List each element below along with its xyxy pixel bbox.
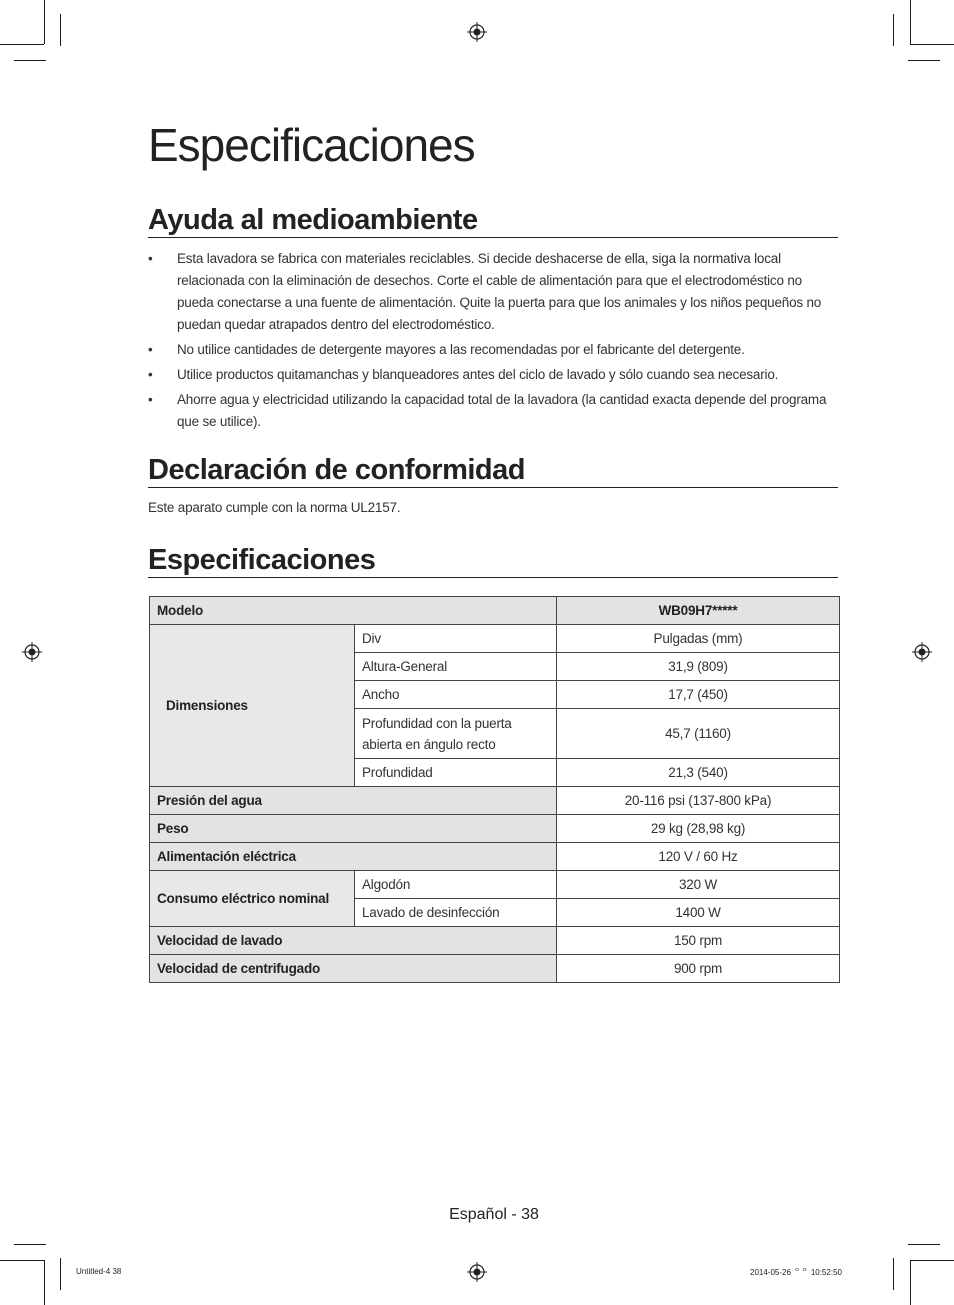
crop-mark	[14, 1244, 46, 1245]
specifications-table	[149, 596, 840, 983]
bullet-icon: •	[148, 251, 153, 266]
list-item: • Utilice productos quitamanchas y blanqueadores antes del ciclo de lavado y sólo cuando sea necesario.	[148, 364, 838, 386]
section-title: Especificaciones	[148, 543, 838, 578]
bullet-icon: •	[148, 367, 153, 382]
registration-mark-icon	[467, 22, 487, 42]
list-item: • Esta lavadora se fabrica con materiales reciclables. Si decide deshacerse de ella, siga la normativa local relacionada con la eliminación de desechos. Corte el cable de alimentación para que el electrodoméstico no pueda conectarse a una fuente de alimentación. Quite la puerta para que los animales y los niños pequeños no puedan quedar atrapados dentro del electrodoméstico.	[148, 248, 838, 336]
print-timestamp: 2014-05-26 ᄋᄋ 10:52:50	[750, 1268, 842, 1277]
table-row	[150, 597, 840, 625]
page-number: Español - 38	[449, 1206, 539, 1223]
weight-label: Peso	[150, 815, 557, 843]
spin-speed-label: Velocidad de centrifugado	[150, 955, 557, 983]
power-consumption-value: 320 W	[557, 871, 840, 899]
power-consumption-mode: Algodón	[355, 871, 557, 899]
dimension-label: Profundidad con la puerta abierta en ángulo recto	[355, 709, 557, 759]
table-row	[150, 625, 840, 653]
wash-speed-value: 150 rpm	[557, 927, 840, 955]
crop-mark	[0, 44, 44, 45]
crop-mark	[60, 1258, 61, 1290]
list-item: • Ahorre agua y electricidad utilizando la capacidad total de la lavadora (la cantidad exacta depende del programa que se utilice).	[148, 389, 838, 433]
table-row	[150, 927, 840, 955]
water-pressure-value: 20-116 psi (137-800 kPa)	[557, 787, 840, 815]
power-consumption-label: Consumo eléctrico nominal	[150, 871, 355, 927]
crop-mark	[910, 44, 954, 45]
crop-mark	[908, 60, 940, 61]
conformity-text: Este aparato cumple con la norma UL2157.	[148, 500, 401, 515]
dimension-label: Ancho	[355, 681, 557, 709]
dimension-value: 21,3 (540)	[557, 759, 840, 787]
crop-mark	[910, 1260, 911, 1305]
power-consumption-mode: Lavado de desinfección	[355, 899, 557, 927]
dimension-label: Profundidad	[355, 759, 557, 787]
crop-mark	[44, 0, 45, 44]
model-value: WB09H7*****	[557, 597, 840, 625]
section-title: Ayuda al medioambiente	[148, 203, 838, 238]
crop-mark	[14, 60, 46, 61]
spin-speed-value: 900 rpm	[557, 955, 840, 983]
crop-mark	[0, 1260, 44, 1261]
table-row	[150, 871, 840, 899]
weight-value: 29 kg (28,98 kg)	[557, 815, 840, 843]
dimensions-label: Dimensiones	[150, 625, 355, 787]
dimension-label: Altura-General	[355, 653, 557, 681]
power-consumption-value: 1400 W	[557, 899, 840, 927]
file-info: Untitled-4 38	[76, 1267, 122, 1276]
dimension-value: 17,7 (450)	[557, 681, 840, 709]
crop-mark	[910, 0, 911, 44]
crop-mark	[908, 1244, 940, 1245]
section-conformity	[148, 453, 838, 515]
table-row	[150, 955, 840, 983]
crop-mark	[910, 1260, 954, 1261]
table-row	[150, 787, 840, 815]
dimension-value: 45,7 (1160)	[557, 709, 840, 759]
registration-mark-icon	[467, 1262, 487, 1282]
bullet-icon: •	[148, 392, 153, 407]
registration-mark-icon	[912, 642, 932, 662]
registration-mark-icon	[22, 642, 42, 662]
table-row	[150, 815, 840, 843]
dimension-label: Div	[355, 625, 557, 653]
water-pressure-label: Presión del agua	[150, 787, 557, 815]
crop-mark	[893, 1258, 894, 1290]
section-title: Declaración de conformidad	[148, 453, 838, 488]
wash-speed-label: Velocidad de lavado	[150, 927, 557, 955]
page-title: Especificaciones	[148, 119, 475, 171]
list-item: • No utilice cantidades de detergente mayores a las recomendadas por el fabricante del detergente.	[148, 339, 838, 361]
bullet-icon: •	[148, 342, 153, 357]
crop-mark	[893, 14, 894, 46]
power-supply-label: Alimentación eléctrica	[150, 843, 557, 871]
section-specs	[148, 543, 838, 578]
bullet-list	[148, 248, 838, 433]
table-row	[150, 843, 840, 871]
crop-mark	[60, 14, 61, 46]
dimension-value: Pulgadas (mm)	[557, 625, 840, 653]
crop-mark	[44, 1260, 45, 1305]
model-label: Modelo	[150, 597, 557, 625]
section-environment	[148, 203, 838, 436]
power-supply-value: 120 V / 60 Hz	[557, 843, 840, 871]
dimension-value: 31,9 (809)	[557, 653, 840, 681]
